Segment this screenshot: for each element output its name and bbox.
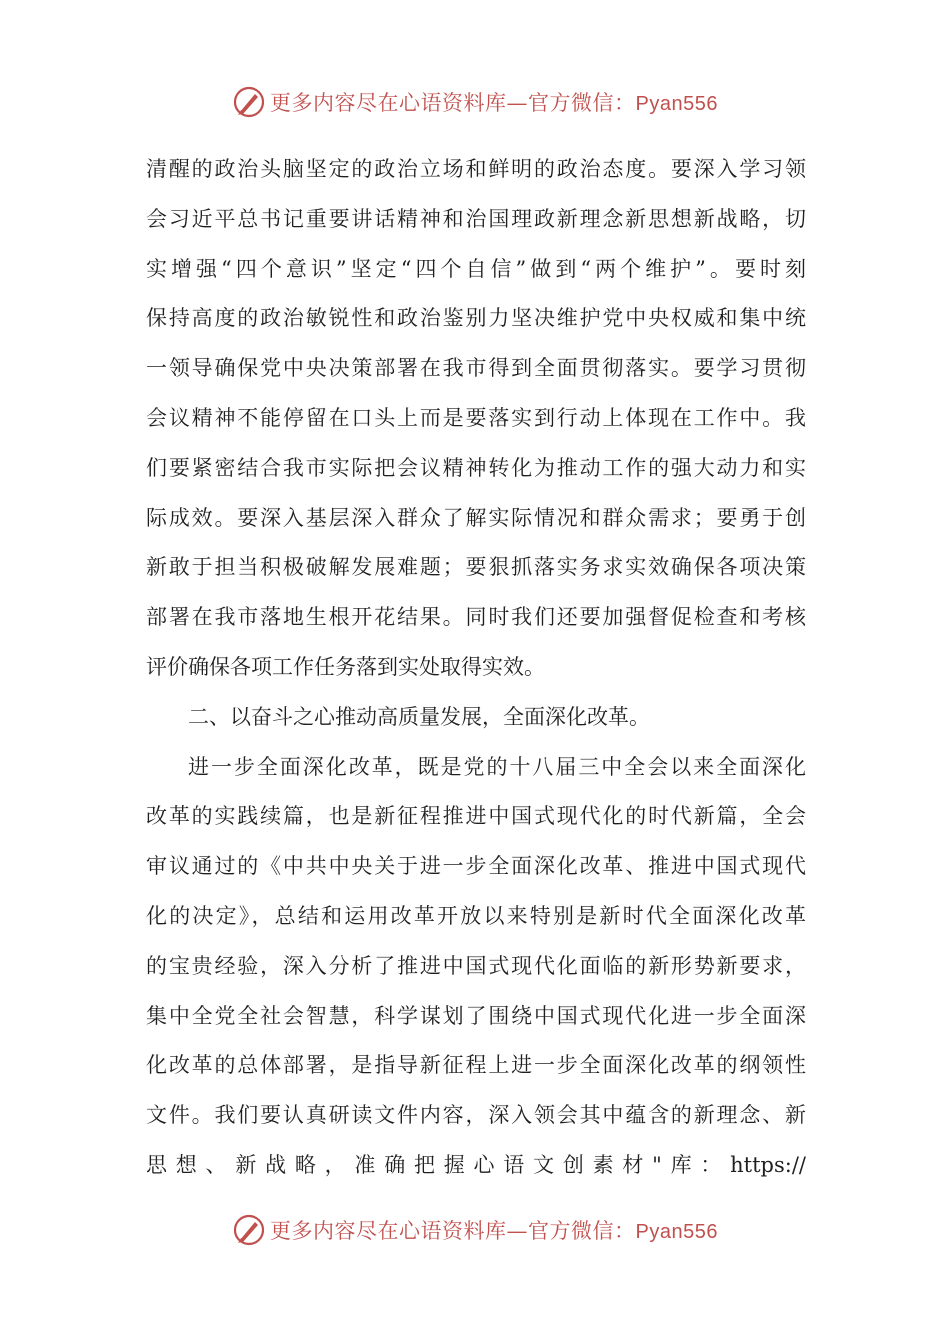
text-line: 一领导确保党中央决策部署在我市得到全面贯彻落实。要学习贯彻 — [146, 356, 806, 381]
text-line: 会议精神不能停留在口头上而是要落实到行动上体现在工作中。我 — [146, 405, 806, 430]
text-line: 新敢于担当积极破解发展难题；要狠抓落实务求实效确保各项决策 — [146, 555, 806, 580]
text-line: 审议通过的《中共中央关于进一步全面深化改革、推进中国式现代 — [146, 854, 806, 879]
text-line: 会习近平总书记重要讲话精神和治国理政新理念新思想新战略，切 — [146, 206, 806, 231]
banner-text: 更多内容尽在心语资料库—官方微信： — [270, 1219, 636, 1243]
text-line: 化的决定》，总结和运用改革开放以来特别是新时代全面深化改革 — [146, 903, 806, 928]
text-line: 思想、新战略，准确把握心语文创素材"库：https:// — [146, 1152, 806, 1177]
banner-text: 更多内容尽在心语资料库—官方微信： — [270, 91, 636, 115]
pen-logo-icon — [232, 85, 266, 119]
text-line: 清醒的政治头脑坚定的政治立场和鲜明的政治态度。要深入学习领 — [146, 157, 806, 181]
text-line: 部署在我市落地生根开花结果。同时我们还要加强督促检查和考核 — [146, 605, 806, 630]
wechat-id: Pyan556 — [635, 93, 718, 115]
text-line: 化改革的总体部署，是指导新征程上进一步全面深化改革的纲领性 — [146, 1053, 806, 1078]
section-heading: 二、以奋斗之心推动高质量发展，全面深化改革。 — [188, 704, 650, 729]
text-line: 集中全党全社会智慧，科学谋划了围绕中国式现代化进一步全面深 — [146, 1003, 806, 1028]
text-line: 的宝贵经验，深入分析了推进中国式现代化面临的新形势新要求， — [146, 953, 806, 978]
text-line: 们要紧密结合我市实际把会议精神转化为推动工作的强大动力和实 — [146, 455, 806, 480]
header-banner — [0, 80, 950, 124]
text-line: 保持高度的政治敏锐性和政治鉴别力坚决维护党中央权威和集中统 — [146, 306, 806, 331]
text-line: 际成效。要深入基层深入群众了解实际情况和群众需求；要勇于创 — [146, 505, 806, 530]
footer-banner — [0, 1208, 950, 1252]
text-line: 实增强“四个意识”坚定“四个自信”做到“两个维护”。要时刻 — [146, 256, 806, 281]
wechat-id: Pyan556 — [635, 1221, 718, 1243]
text-line: 文件。我们要认真研读文件内容，深入领会其中蕴含的新理念、新 — [146, 1103, 806, 1128]
text-line: 改革的实践续篇，也是新征程推进中国式现代化的时代新篇，全会 — [146, 804, 806, 829]
document-body — [146, 145, 806, 1191]
text-line: 评价确保各项工作任务落到实处取得实效。 — [146, 654, 545, 679]
pen-logo-icon — [232, 1213, 266, 1247]
text-line: 进一步全面深化改革，既是党的十八届三中全会以来全面深化 — [188, 754, 806, 779]
